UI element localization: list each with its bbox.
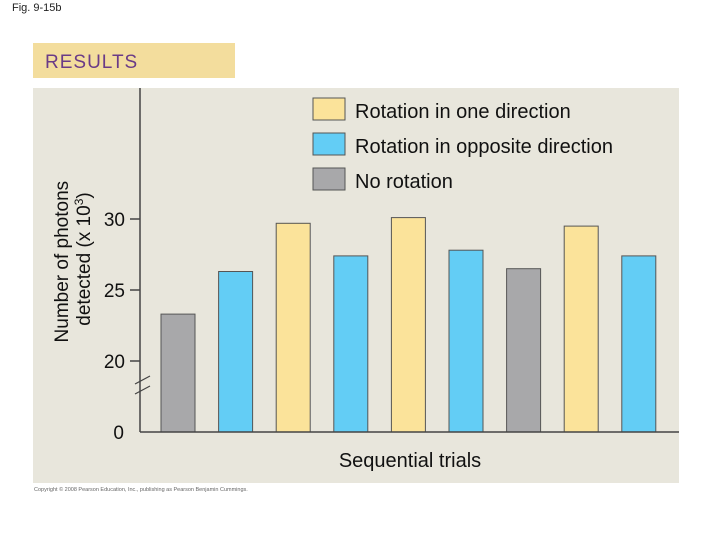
bar-trial-7 bbox=[507, 269, 541, 432]
legend-label: No rotation bbox=[355, 171, 453, 193]
copyright-notice: Copyright © 2008 Pearson Education, Inc., publishing as Pearson Benjamin Cummings. bbox=[34, 487, 248, 493]
bars-layer bbox=[161, 218, 656, 432]
x-axis-label: Sequential trials bbox=[338, 450, 482, 472]
bar-trial-1 bbox=[161, 314, 195, 432]
bar-trial-5 bbox=[391, 218, 425, 432]
y-tick-label: 20 bbox=[103, 352, 125, 373]
y-axis-label bbox=[52, 176, 95, 343]
y-axis-label-line1: Number of photons bbox=[52, 180, 73, 343]
y-tick-label: 30 bbox=[103, 210, 125, 231]
legend bbox=[313, 98, 613, 193]
bar-trial-6 bbox=[449, 250, 483, 432]
bar-trial-8 bbox=[564, 226, 598, 432]
legend-swatch bbox=[313, 98, 345, 120]
y-axis-label-line2: detected (x $10^3$) bbox=[72, 192, 95, 326]
y-tick-label: 0 bbox=[113, 423, 124, 444]
bar-trial-3 bbox=[276, 223, 310, 432]
y-ticks-layer bbox=[104, 210, 140, 444]
figure-label: Fig. 9-15b bbox=[12, 2, 62, 14]
legend-label: Rotation in opposite direction bbox=[355, 136, 613, 158]
bar-trial-9 bbox=[622, 256, 656, 432]
legend-swatch bbox=[313, 168, 345, 190]
legend-swatch bbox=[313, 133, 345, 155]
bar-trial-4 bbox=[334, 256, 368, 432]
legend-label: Rotation in one direction bbox=[355, 101, 571, 123]
results-title: RESULTS bbox=[45, 52, 139, 73]
y-tick-label: 25 bbox=[103, 281, 125, 302]
bar-trial-2 bbox=[219, 272, 253, 433]
axis-break-mark bbox=[135, 376, 150, 394]
